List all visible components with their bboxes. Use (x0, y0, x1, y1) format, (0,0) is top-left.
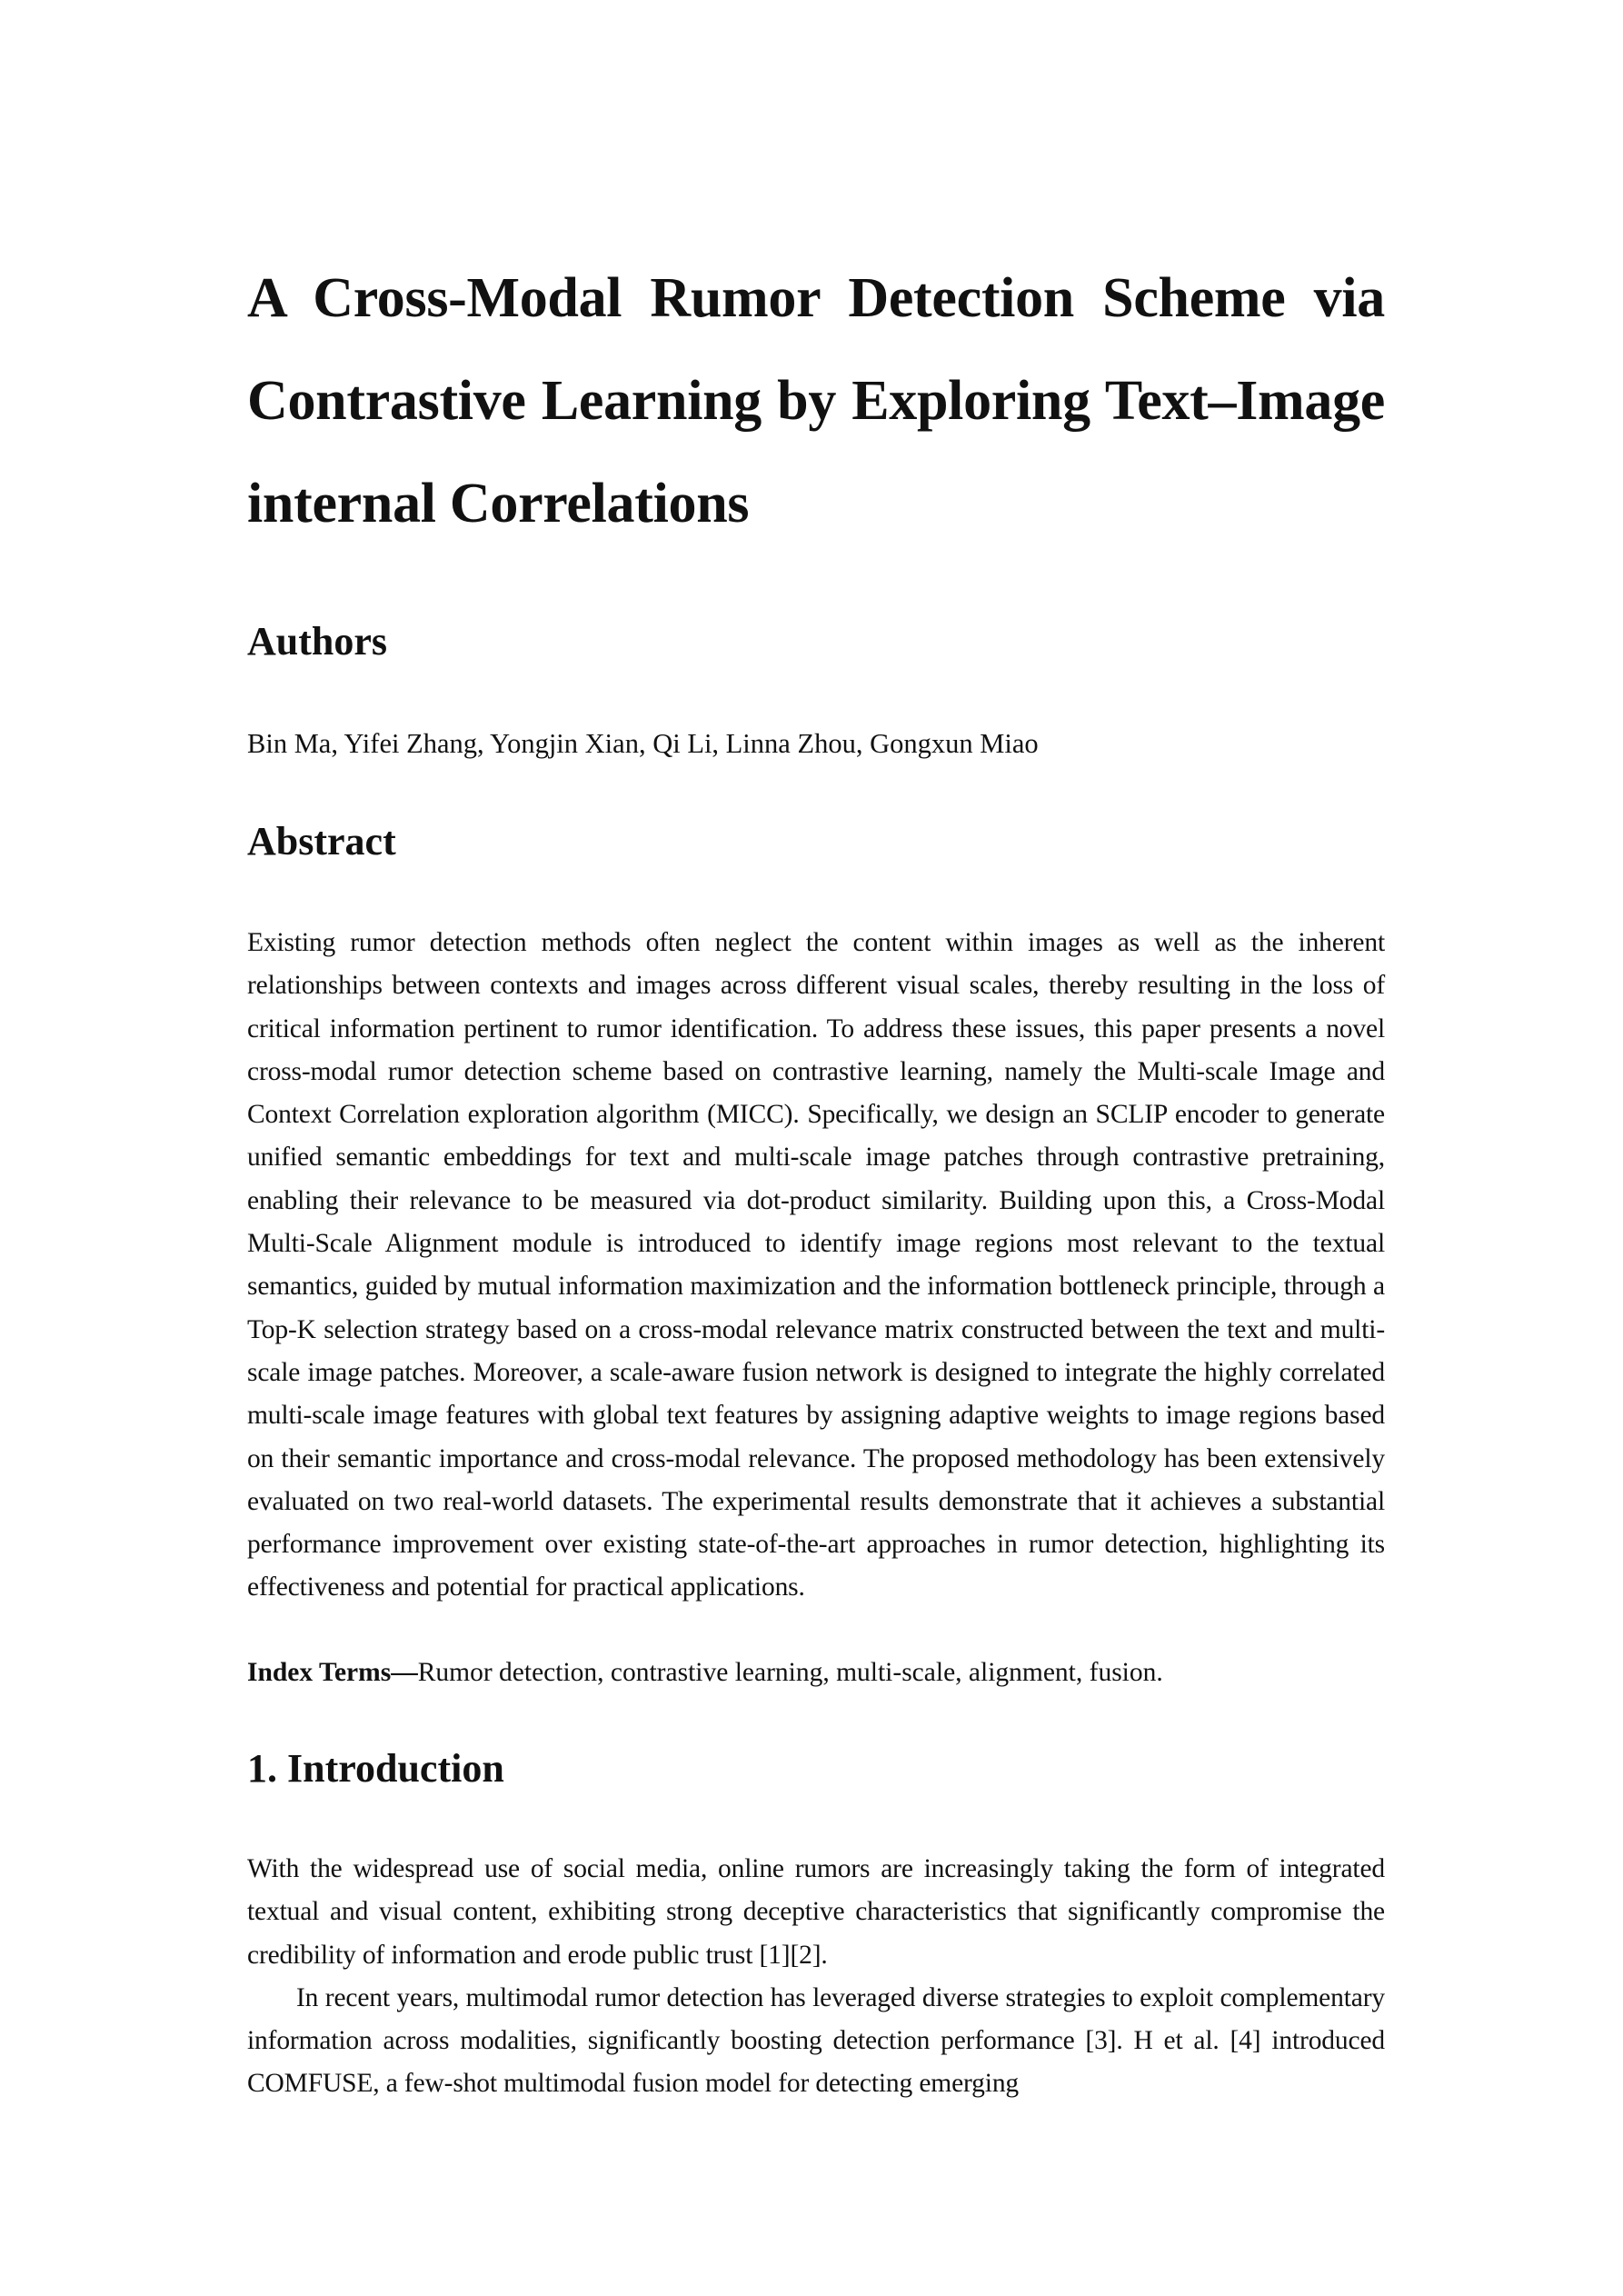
authors-heading: Authors (247, 619, 388, 664)
authors-list: Bin Ma, Yifei Zhang, Yongjin Xian, Qi Li, Linna Zhou, Gongxun Miao (247, 728, 1039, 759)
introduction-heading: 1. Introduction (247, 1746, 504, 1791)
intro-paragraph: In recent years, multimodal rumor detection has leveraged diverse strategies to exploit complementary information across modalities, significantly boosting detection performance [3]. H et al. [4] introduced COMFUSE, a few-shot multimodal fusion model for detecting emerging (247, 1982, 1385, 2099)
index-terms-label: Index Terms— (247, 1658, 418, 1687)
index-terms (247, 1652, 1385, 1694)
intro-paragraph: With the widespread use of social media, online rumors are increasingly taking the form of integrated textual and visual content, exhibiting strong deceptive characteristics that significantly compromise the credibility of information and erode public trust [1][2]. (247, 1854, 1385, 1970)
paper-title: A Cross-Modal Rumor Detection Scheme via Contrastive Learning by Exploring Text–Image internal Correlations (247, 267, 1385, 534)
introduction-body (247, 1848, 1385, 2106)
abstract-text: Existing rumor detection methods often neglect the content within images as well as the inherent relationships between contexts and images across different visual scales, thereby resulting in the loss of critical information pertinent to rumor identification. To address these issues, this paper presents a novel cross-modal rumor detection scheme based on contrastive learning, namely the Multi-scale Image and Context Correlation exploration algorithm (MICC). Specifically, we design an SCLIP encoder to generate unified semantic embeddings for text and multi-scale image patches through contrastive pretraining, enabling their relevance to be measured via dot-product similarity. Building upon this, a Cross-Modal Multi-Scale Alignment module is introduced to identify image regions most relevant to the textual semantics, guided by mutual information maximization and the information bottleneck principle, through a Top-K selection strategy based on a cross-modal relevance matrix constructed between the text and multi-scale image patches. Moreover, a scale-aware fusion network is designed to integrate the highly correlated multi-scale image features with global text features by assigning adaptive weights to image regions based on their semantic importance and cross-modal relevance. The proposed methodology has been extensively evaluated on two real-world datasets. The experimental results demonstrate that it achieves a substantial performance improvement over existing state-of-the-art approaches in rumor detection, highlighting its effectiveness and potential for practical applications. (247, 928, 1385, 1602)
abstract-heading: Abstract (247, 819, 396, 863)
index-terms-text: Rumor detection, contrastive learning, multi-scale, alignment, fusion. (417, 1658, 1163, 1687)
